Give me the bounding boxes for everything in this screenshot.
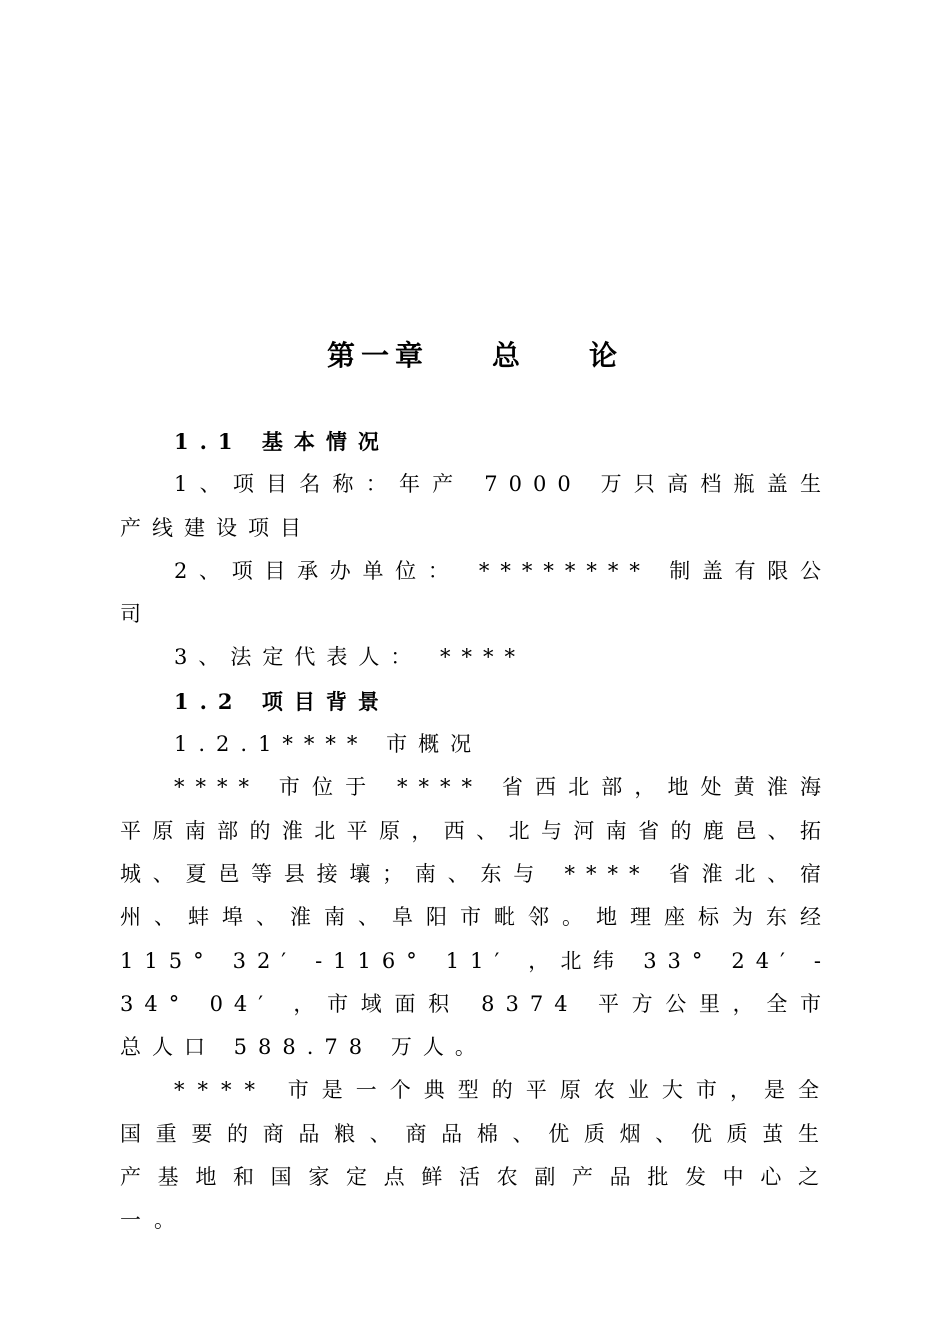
chapter-title: 第一章 总 论 <box>327 339 623 372</box>
paragraph-agriculture: **** 市是一个典型的平原农业大市，是全国重要的商品粮、商品棉、优质烟、优质茧生产基地和国家定点鲜活农副产品批发中心之一。 <box>120 1078 832 1233</box>
item-project-name: 1、项目名称：年产 7000 万只高档瓶盖生产线建设项目 <box>120 472 832 540</box>
subsection-heading-1-2-1: 1.2.1**** 市概况 <box>174 732 483 757</box>
section-heading-1-2: 1.2 项目背景 <box>174 688 390 714</box>
document-body <box>120 420 832 1243</box>
item-legal-representative: 3、法定代表人： **** <box>174 645 527 670</box>
item-undertaking-unit: 2、项目承办单位： ******** 制盖有限公司 <box>120 558 832 627</box>
paragraph-city-overview: **** 市位于 **** 省西北部，地处黄淮海平原南部的淮北平原，西、北与河南省的鹿邑、拓城、夏邑等县接壤；南、东与 **** 省淮北、宿州、蚌埠、淮南、阜阳市毗邻。地理座标为东经 115° 32′ -116° 11′ ，北纬 33° 24′ -34° 04′ ，市域面积 8374 平方公里，全市总人口 588.78 万人。 <box>120 775 832 1060</box>
section-heading-1-1: 1.1 基本情况 <box>174 429 390 454</box>
